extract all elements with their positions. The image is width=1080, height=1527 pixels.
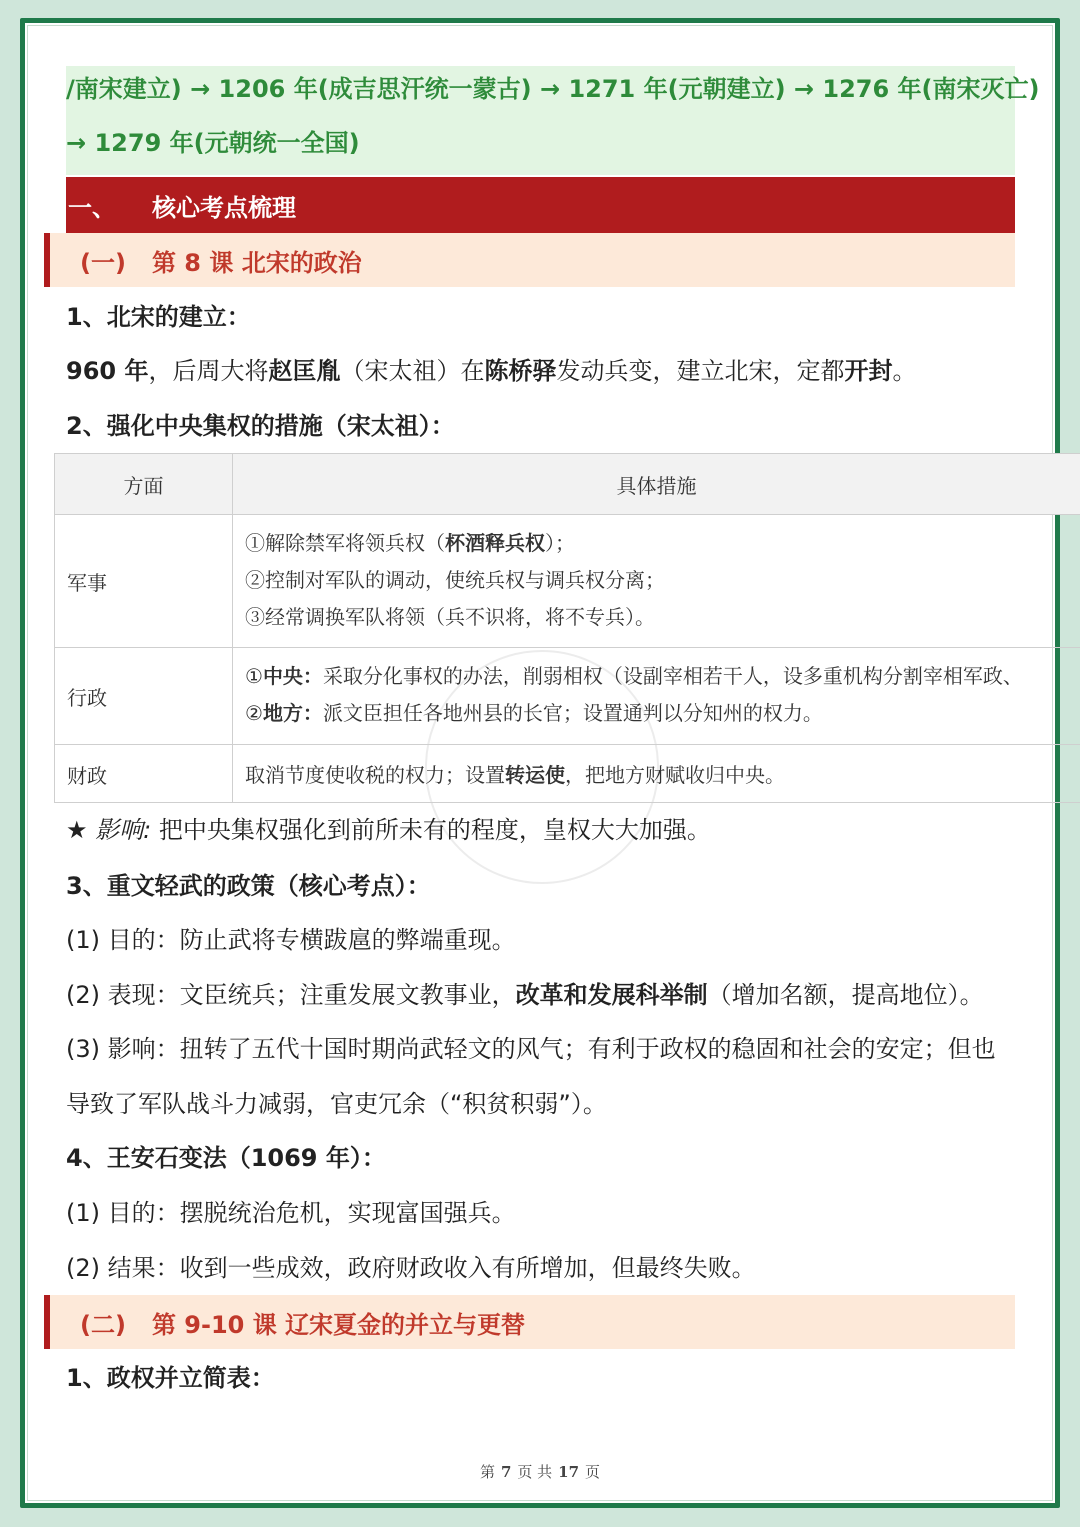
bold-term: 转运使 — [505, 763, 565, 787]
text-span: ，后周大将 — [148, 357, 269, 385]
reform-purpose: (1) 目的：摆脱统治危机，实现富国强兵。 — [66, 1199, 516, 1227]
row-label-administration: 行政 — [54, 647, 232, 744]
footer-text: 第 — [479, 1463, 495, 1481]
text-span: 取消节度使收税的权力；设置 — [245, 763, 505, 787]
lesson-number: (一) — [80, 248, 126, 277]
policy-impact-line-1: (3) 影响：扭转了五代十国时期尚武轻文的风气；有利于政权的稳固和社会的安定；但也 — [66, 1035, 996, 1063]
bold-term: 中央： — [262, 664, 323, 688]
text-span: ，把地方财赋收归中央。 — [565, 763, 785, 787]
lesson-banner-1 — [44, 233, 1015, 287]
military-line-2: ②控制对军队的调动，使统兵权与调兵权分离； — [245, 568, 665, 592]
policy-impact-line-2: 导致了军队战斗力减弱，官吏冗余（“积贫积弱”）。 — [66, 1090, 607, 1118]
influence-note — [66, 810, 711, 845]
heading-centralization: 2、强化中央集权的措施（宋太祖）： — [66, 412, 455, 440]
row-content-military — [232, 514, 1080, 647]
heading-wang-anshi: 4、王安石变法（1069 年）： — [66, 1144, 386, 1172]
measures-table — [54, 453, 1080, 803]
text-span: 发动兵变，建立北宋，定都 — [556, 357, 845, 385]
influence-text: 把中央集权强化到前所未有的程度，皇权大大加强。 — [151, 816, 711, 844]
section-banner — [66, 177, 1015, 234]
page-number: 7 — [500, 1463, 512, 1481]
name-text: 赵匡胤 — [268, 357, 341, 385]
text-span: 采取分化事权的办法，削弱相权（设副宰相若干人，设多重机构分割宰相军政、 — [322, 664, 1023, 688]
timeline-line-2: → 1279 年(元朝统一全国) — [66, 129, 360, 157]
text-span: ① — [245, 664, 263, 688]
bold-term: 改革和发展科举制 — [515, 981, 708, 1009]
reform-result: (2) 结果：收到一些成效，政府财政收入有所增加，但最终失败。 — [66, 1254, 756, 1282]
timeline-box — [66, 66, 1040, 175]
table-bottom-border — [54, 802, 1080, 803]
row-label-finance: 财政 — [54, 744, 232, 803]
bold-term: 地方： — [262, 701, 323, 725]
section-number: 一、 — [68, 194, 116, 222]
text-span: ）； — [545, 531, 575, 555]
text-span: 。 — [892, 357, 917, 385]
lesson-number: (二) — [80, 1310, 126, 1339]
admin-line-1 — [245, 660, 1023, 689]
page-footer — [0, 1461, 1080, 1482]
text-span: (2) 表现：文臣统兵；注重发展文教事业， — [66, 981, 516, 1009]
footer-text: 页 共 — [517, 1463, 553, 1481]
page-total: 17 — [558, 1463, 580, 1481]
text-span: （增加名额，提高地位）。 — [707, 981, 984, 1009]
influence-label: ★ 影响: — [66, 816, 152, 844]
lesson-banner-2 — [44, 1295, 1015, 1349]
heading-regimes-table: 1、政权并立简表： — [66, 1364, 275, 1392]
founding-paragraph — [66, 351, 916, 386]
row-label-military: 军事 — [54, 514, 232, 647]
lesson-title: 第 9-10 课 辽宋夏金的并立与更替 — [151, 1310, 526, 1339]
text-span: （宋太祖）在 — [340, 357, 485, 385]
text-span: 派文臣担任各地州县的长官；设置通判以分知州的权力。 — [322, 701, 823, 725]
admin-line-2 — [245, 697, 823, 726]
finance-line-1 — [245, 759, 785, 788]
lesson-title: 第 8 课 北宋的政治 — [151, 248, 362, 277]
policy-purpose: (1) 目的：防止武将专横跋扈的弊端重现。 — [66, 926, 516, 954]
header-measures: 具体措施 — [232, 453, 1080, 514]
bold-term: 杯酒释兵权 — [445, 531, 545, 555]
row-content-finance — [232, 744, 1080, 803]
capital-text: 开封 — [844, 357, 893, 385]
year-text: 960 年 — [66, 357, 149, 385]
policy-manifestation — [66, 975, 984, 1010]
header-aspect: 方面 — [54, 453, 232, 514]
text-span: ② — [245, 701, 263, 725]
military-line-1 — [245, 527, 575, 556]
section-title: 核心考点梳理 — [152, 194, 296, 222]
timeline-line-1: /南宋建立) → 1206 年(成吉思汗统一蒙古) → 1271 年(元朝建立) → 1276 年(南宋灭亡) — [66, 75, 1040, 103]
text-span: ①解除禁军将领兵权（ — [245, 531, 445, 555]
row-content-administration — [232, 647, 1080, 744]
military-line-3: ③经常调换军队将领（兵不识将，将不专兵）。 — [245, 605, 655, 629]
place-text: 陈桥驿 — [484, 357, 557, 385]
footer-text: 页 — [585, 1463, 601, 1481]
heading-founding: 1、北宋的建立： — [66, 303, 251, 331]
heading-civil-policy: 3、重文轻武的政策（核心考点）： — [66, 872, 431, 900]
